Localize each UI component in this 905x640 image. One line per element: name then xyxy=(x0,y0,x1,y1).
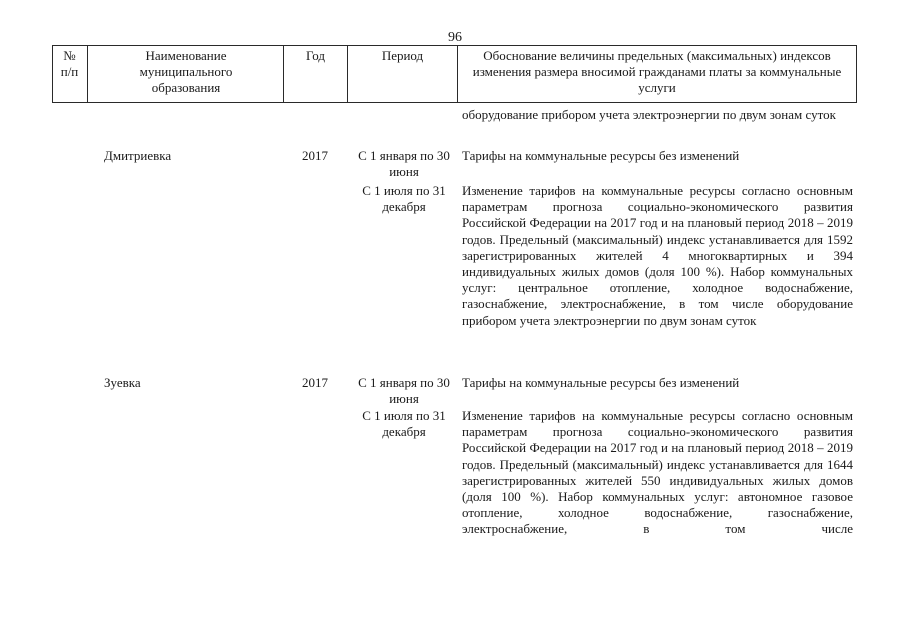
row-period-second-half: С 1 июля по 31 декабря xyxy=(362,408,446,440)
row-justification-second-half: Изменение тарифов на коммунальные ресурсы согласно основным параметрам прогноза социально-экономического развития Российской Федерации на 2017 год и на плановый период 2018 – 2019 годов. Предельный (максимальный) индекс устанавливается для 1592 зарегистрированных жителей 4 многоквартирных и 394 индивидуальных жилых домов (доля 100 %). Набор коммунальных услуг: центральное отопление, холодное водоснабжение, газоснабжение, электроснабжение, в том числе оборудование прибором учета электроэнергии по двум зонам суток xyxy=(462,183,853,328)
header-justification: Обоснование величины предельных (максимальных) индексов изменения размера вносимой гражданами платы за коммунальные услуги xyxy=(472,48,842,95)
table-right-border xyxy=(856,45,857,103)
header-year: Год xyxy=(305,48,326,63)
row-period-first-half: С 1 января по 30 июня xyxy=(358,148,450,180)
column-divider xyxy=(87,45,88,103)
header-municipality: Наименование муниципального образования xyxy=(139,48,233,95)
row-justification-first-half: Тарифы на коммунальные ресурсы без изменений xyxy=(462,375,740,390)
row-municipality-name: Дмитриевка xyxy=(104,148,172,163)
row-year: 2017 xyxy=(302,375,328,390)
row-period-first-half: С 1 января по 30 июня xyxy=(358,375,450,407)
header-number-abbr: п/п xyxy=(60,64,79,79)
header-number-symbol: № xyxy=(63,48,76,63)
page-number: 96 xyxy=(448,30,462,45)
table-header-bottom-border xyxy=(52,102,857,103)
table-top-border xyxy=(52,45,857,46)
header-period: Период xyxy=(381,48,424,63)
row-justification-second-half: Изменение тарифов на коммунальные ресурсы согласно основным параметрам прогноза социально-экономического развития Российской Федерации на 2017 год и на плановый период 2018 – 2019 годов. Предельный (максимальный) индекс устанавливается для 1644 зарегистрированных жителей 550 индивидуальных жилых домов (доля 100 %). Набор коммунальных услуг: автономное газовое отопление, холодное водоснабжение, газоснабжение, электроснабжение, в том числе xyxy=(462,408,853,537)
header-number xyxy=(52,48,87,80)
continuation-text: оборудование прибором учета электроэнергии по двум зонам суток xyxy=(462,107,836,122)
column-divider xyxy=(457,45,458,103)
row-year: 2017 xyxy=(302,148,328,163)
row-municipality-name: Зуевка xyxy=(104,375,141,390)
row-period-second-half: С 1 июля по 31 декабря xyxy=(362,183,446,215)
row-justification-first-half: Тарифы на коммунальные ресурсы без изменений xyxy=(462,148,740,163)
